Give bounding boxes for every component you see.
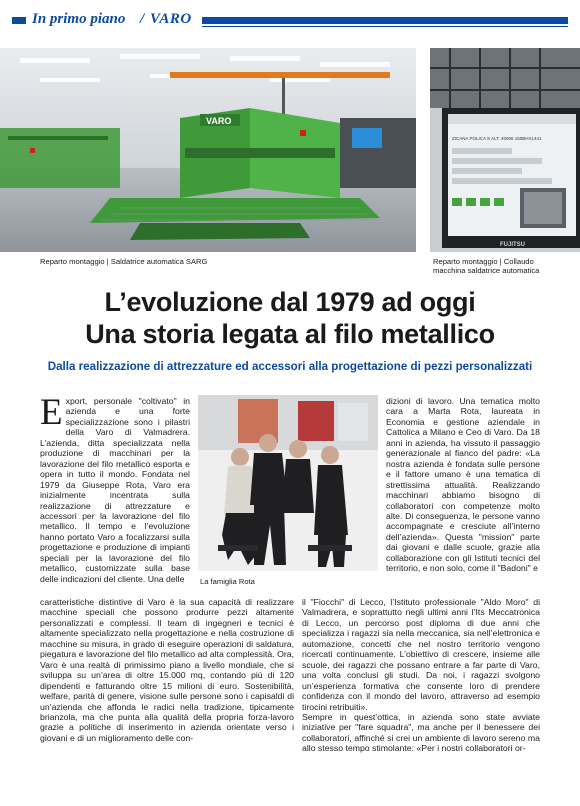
header-rule: [202, 26, 568, 27]
section-title: In primo piano: [32, 11, 126, 27]
column-1-wide-text: caratteristiche distintive di Varo è la sua capacità di realizzare macchine speciali che possono produrre pezzi altamente personalizzati e complessi. Il team di ingegneri e tecnici è altamente specializzato nella progettazione e nella costruzione di macchine su misura, in grado di eseguire operazioni di saldatura, piegatura e lavorazione del filo metallico ad alta complessità. Ora, Varo è una realtà di primissimo piano a livello mondiale, che si sviluppa su un’area di oltre 15.000 mq, contando più di 120 dipendenti e fatturando oltre 15 milioni di euro. Sostenibilità, welfare, parità di genere, visione sulle persone sono i capisaldi di un’azienda che affonda le radici nella tradizione, tipicamente brianzola, ma che punta alla qualità della propria forza-lavoro grazie a politiche di inserimento in azienda orientate verso i giovani e di un miglioramento delle con-: [40, 597, 294, 743]
column-2-top-text: dizioni di lavoro. Una tematica molto cara a Marta Rota, laureata in Economia e gestione aziendale in Cattolica a Milano e Ceo di Varo. Da 18 anni in azienda, ha vissuto il passaggio generazionale al fianco del padre: «La nostra azienda è fondata sulle persone e il fattore umano è una tematica di strettissima attualità. Realizzando macchinari abbiamo bisogno di collaboratori con competenze molto alte. Di conseguenza, le persone vanno accompagnate e cresciute all’interno dell’azienda». Questa "mission" parte dai giovani e dalle scuole, grazie alla collaborazione con gli Istituti tecnici del territorio, e non solo, come il "Badoni" e: [386, 396, 540, 574]
crane-beam: [170, 72, 390, 78]
column-2-end-text: Sempre in quest’ottica, in azienda sono state avviate iniziative per "fare squadra", ma anche per il benessere dei collaboratori, affinché si crei un ambiente di lavoro sereno ma allo stesso tempo stimolante: «Per i nostri collaboratori or-: [302, 711, 540, 754]
main-photo-caption: Reparto montaggio | Saldatrice automatica SARG: [40, 257, 208, 266]
column-1-text: xport, personale "coltivato" in azienda e una forte specializzazione sono i pilastri della Varo di Valmadrera. L’azienda, ditta specializzata nella produzione di macchinari per la lavorazione del filo metallico esporta e opera in tutto il mondo. Fondata nel 1979 da Giuseppe Rota, Varo era inizialmente incentrata sulla realizzazione di attrezzature e accessori per la lavorazione del filo metallico. Il tempo e l’evoluzione hanno portato Varo a focalizzarsi sulla progettazione e produzione di impianti speciali per la lavorazione del filo metallico, customizzate sulla base delle indicazioni del cliente. Una delle: [40, 396, 190, 584]
header-bar-right: [202, 17, 568, 24]
article-column-1-bottom: [40, 597, 294, 797]
article-column-2-top: [386, 396, 540, 596]
monitor-brand-text: FUJITSU: [500, 242, 526, 248]
side-photo: [430, 48, 580, 252]
main-photo: [0, 48, 416, 252]
article-column-2-bottom: [302, 597, 540, 797]
rota-family-image: [198, 395, 378, 571]
article-headline: [0, 286, 580, 350]
side-photo-caption-line2: macchina saldatrice automatica: [433, 266, 540, 275]
screen-text: ZICANA POLICA S ALT: 40006 150BHX1441: [452, 136, 542, 141]
headline-line-2: Una storia legata al filo metallico: [85, 319, 495, 349]
column-2-wide-text: il "Fiocchi" di Lecco, l’Istituto professionale "Aldo Moro" di Valmadrera, e soprattutto negli ultimi anni l’Its Meccatronica di Lecco, un percorso post diploma di due anni che specializza i ragazzi sia nella meccanica, sia nell’elettronica e automazione, concetti che nel nostro territorio vengono ricercati continuamente. L’obiettivo di crescere, insieme alle scuole, dei ragazzi che possano entrare a far parte di Varo, una volta conclusi gli studi. Da noi, i ragazzi svolgono un’esperienza formativa che consente loro di prendere confidenza con il mondo del lavoro, attraverso ad esempio tirocini retribuiti».: [302, 597, 540, 712]
header-slash: /: [140, 11, 145, 27]
brand-logo: VARO: [150, 11, 192, 27]
header-bar-left: [12, 17, 26, 24]
monitor-test-image: [430, 48, 580, 252]
article-column-1-top: [40, 396, 190, 596]
side-photo-caption-line1: Reparto montaggio | Collaudo: [433, 257, 534, 266]
family-photo-caption: La famiglia Rota: [200, 577, 255, 586]
family-photo: [198, 395, 378, 571]
section-header: [12, 10, 568, 32]
machine-sign-text: VARO: [206, 116, 232, 126]
article-subheadline: Dalla realizzazione di attrezzature ed accessori alla progettazione di pezzi personalizzati: [47, 360, 533, 373]
headline-line-1: L’evoluzione dal 1979 ad oggi: [104, 287, 476, 317]
factory-welding-machine-image: [0, 48, 416, 252]
drop-cap: E: [40, 396, 63, 433]
